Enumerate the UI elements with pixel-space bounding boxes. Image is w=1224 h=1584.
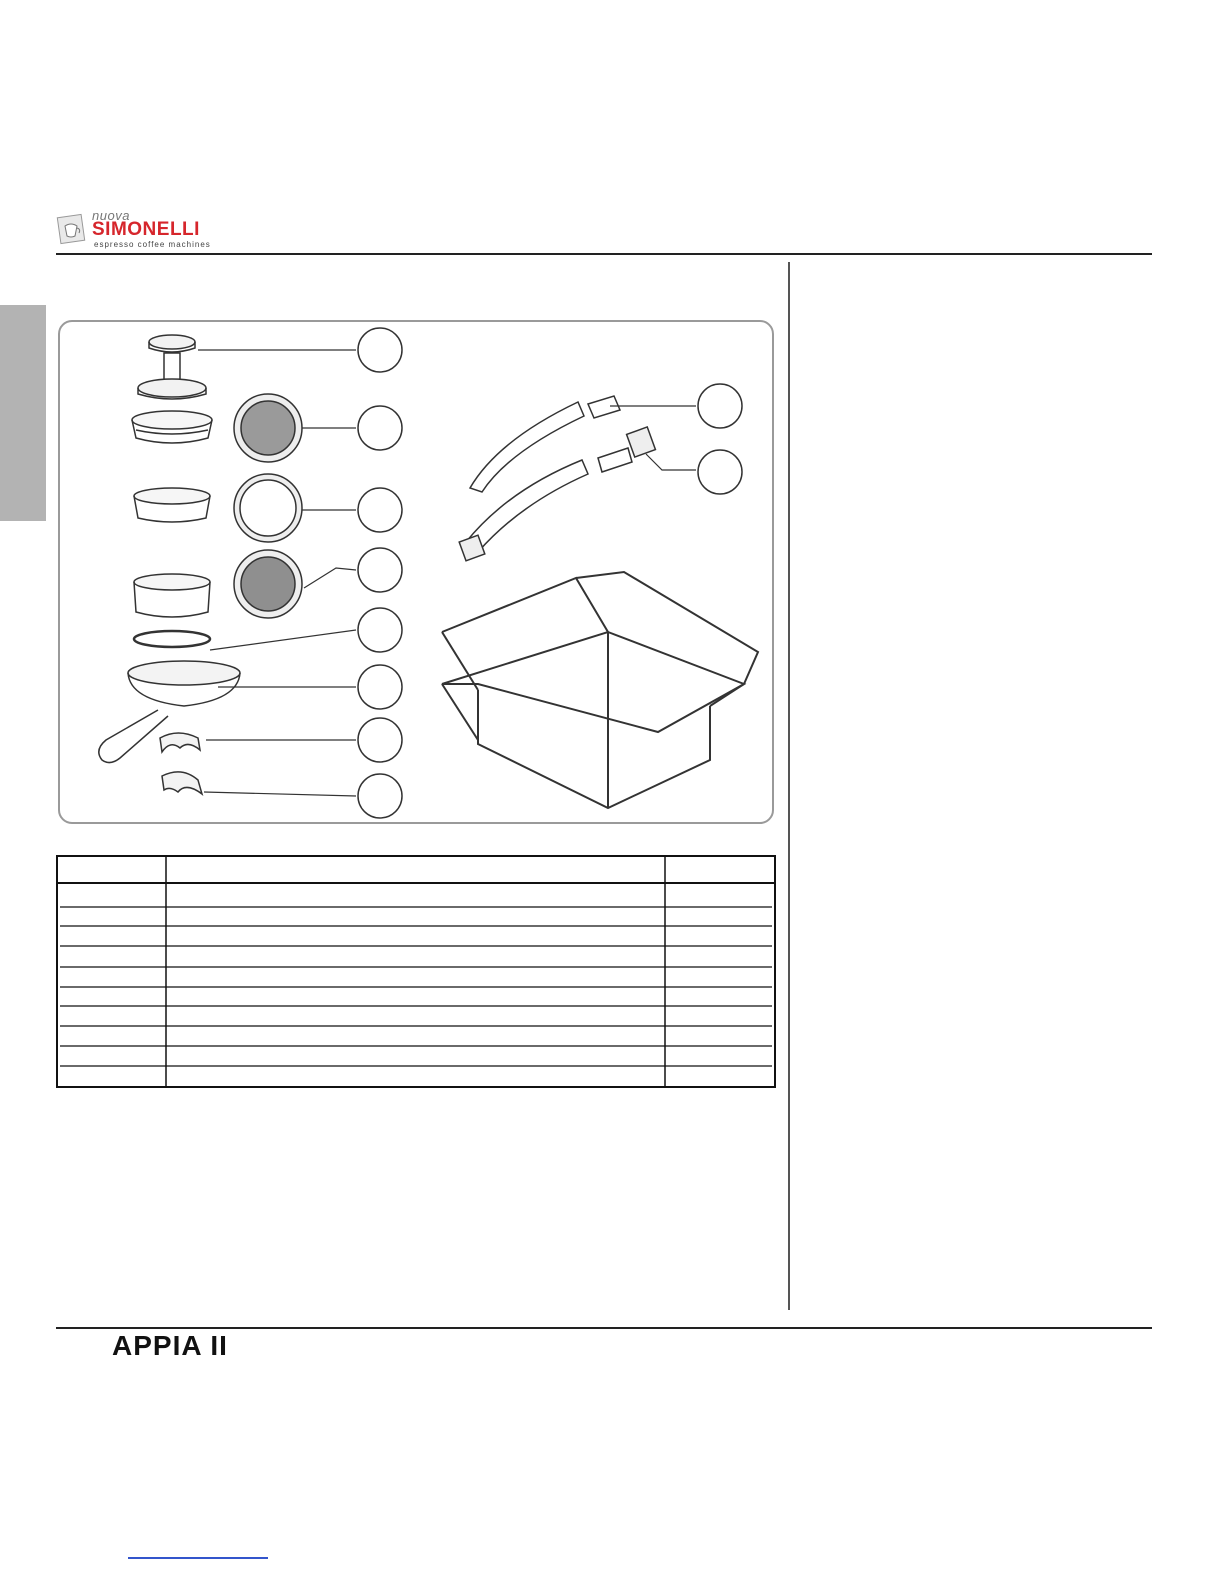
logo-prefix: nuova xyxy=(92,208,130,223)
portafilter-icon xyxy=(99,661,240,763)
footer-link-underline[interactable] xyxy=(128,1557,268,1559)
packing-box-icon xyxy=(442,572,758,808)
footer-model-name: APPIA II xyxy=(112,1330,228,1361)
parts-table-grid xyxy=(56,855,776,1088)
callout-circles xyxy=(358,328,742,818)
filter-basket-double-icon xyxy=(132,411,212,443)
filter-disk-blind-icon xyxy=(234,474,302,542)
logo-wordmark: SIMONELLI xyxy=(92,219,200,240)
spout-single-icon xyxy=(162,772,202,794)
column-divider xyxy=(788,262,790,1310)
logo-tagline: espresso coffee machines xyxy=(94,240,211,249)
filter-basket-single-icon xyxy=(134,574,210,617)
brand-logo xyxy=(56,208,236,252)
spout-double-icon xyxy=(160,733,200,752)
tamper-icon xyxy=(138,335,206,399)
accessories-illustration xyxy=(58,320,778,826)
section-tab xyxy=(0,305,46,521)
filter-basket-blind-icon xyxy=(134,488,210,522)
logo-cup-icon xyxy=(56,210,88,248)
header-divider xyxy=(56,253,1152,255)
gasket-ring-icon xyxy=(134,631,210,647)
filter-disk-fine-icon xyxy=(234,550,302,618)
filter-disk-mesh-icon xyxy=(234,394,302,462)
footer-divider xyxy=(56,1327,1152,1329)
